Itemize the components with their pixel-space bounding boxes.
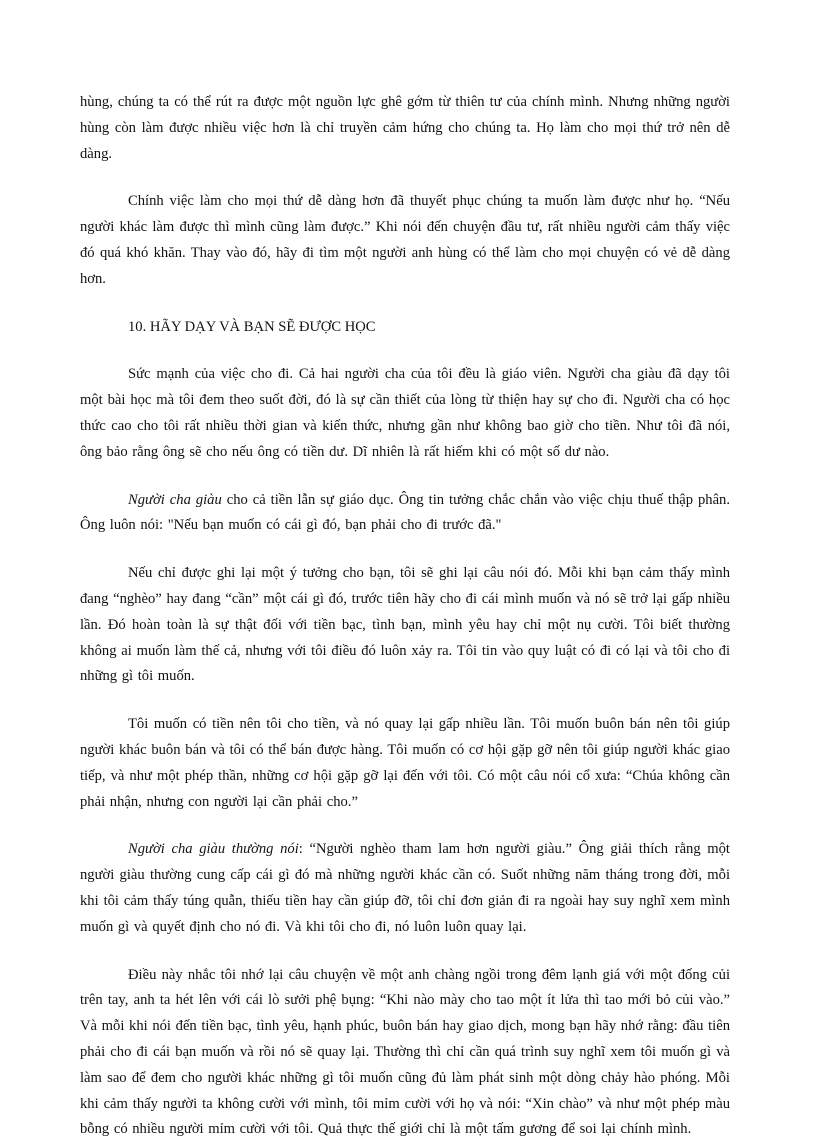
paragraph-4-italic: Người cha giàu [128, 491, 222, 508]
paragraph-5: Nếu chỉ được ghi lại một ý tưởng cho bạn, tôi sẽ ghi lại câu nói đó. Mỗi khi bạn cảm thấy mình đang “nghèo” hay đang “cần” một cái gì đó, trước tiên hãy cho đi cái mình muốn và nó sẽ trở lại gấp nhiều lần. Đó hoàn toàn là sự thật đối với tiền bạc, tình bạn, mình yêu hay chỉ một nụ cười. Tôi biết thường không ai muốn làm thế cả, nhưng với tôi điều đó luôn xảy ra. Tôi tin vào quy luật có đi có lại và tôi cho đi những gì tôi muốn. [80, 565, 730, 685]
paragraph-4-text: cho cả tiền lẫn sự giáo dục. Ông tin tưởng chắc chắn vào việc chịu thuế thập phân. Ông luôn nói: "Nếu bạn muốn có cái gì đó, bạn phải cho đi trước đã." [80, 491, 730, 534]
paragraph-1: hùng, chúng ta có thể rút ra được một nguồn lực ghê gớm từ thiên tư của chính mình. Nhưng những người hùng còn làm được nhiều việc hơn là chỉ truyền cảm hứng cho chúng ta. Họ làm cho mọi thứ trở nên dễ dàng. [80, 94, 730, 162]
paragraph-2: Chính việc làm cho mọi thứ dễ dàng hơn đã thuyết phục chúng ta muốn làm được như họ. “Nếu người khác làm được thì mình cũng làm được.” Khi nói đến chuyện đầu tư, rất nhiều người cảm thấy việc đó quá khó khăn. Thay vào đó, hãy đi tìm một người anh hùng có thể làm cho mọi chuyện có vẻ dễ dàng hơn. [80, 193, 730, 287]
paragraph-3: Sức mạnh của việc cho đi. Cả hai người cha của tôi đều là giáo viên. Người cha giàu đã dạy tôi một bài học mà tôi đem theo suốt đời, đó là sự cần thiết của lòng từ thiện hay sự cho đi. Người cha có học thức cao cho tôi rất nhiều thời gian và kiến thức, nhưng gần như không bao giờ cho tiền. Như tôi đã nói, ông bảo rằng ông sẽ cho nếu ông có tiền dư. Dĩ nhiên là rất hiếm khi có một số dư nào. [80, 366, 730, 460]
paragraph-7-italic: Người cha giàu thường nói [128, 841, 299, 858]
paragraph-8: Điều này nhắc tôi nhớ lại câu chuyện về một anh chàng ngồi trong đêm lạnh giá với một đống củi trên tay, anh ta hét lên với cái lò sưởi phệ bụng: “Khi nào mày cho tao một ít lửa thì tao mới bỏ củi vào.” Và mỗi khi nói đến tiền bạc, tình yêu, hạnh phúc, buôn bán hay giao dịch, mong bạn hãy nhớ rằng: đầu tiên phải cho đi cái bạn muốn và rồi nó sẽ quay lại. Thường thì chỉ cần quá trình suy nghĩ xem tôi muốn gì và làm sao để đem cho người khác những gì tôi muốn cũng đủ làm phát sinh một dòng chảy hào phóng. Mỗi khi cảm thấy người ta không cười với mình, tôi mỉm cười với họ và nói: “Xin chào” và như một phép màu bỗng có nhiều người mỉm cười với tôi. Quả thực thế giới chỉ là một tấm gương để soi lại chính mình. [80, 966, 730, 1138]
section-heading: 10. HÃY DẠY VÀ BẠN SẼ ĐƯỢC HỌC [128, 318, 376, 335]
paragraph-7-text: : “Người nghèo tham lam hơn người giàu.” Ông giải thích rằng một người giàu thường cung cấp cái gì đó mà những người khác cần có. Suốt những năm tháng trong đời, mỗi khi tôi cảm thấy túng quẫn, thiếu tiền hay cần giúp đỡ, tôi chỉ đơn giản đi ra ngoài hay suy nghĩ xem mình muốn gì và quyết định cho nó đi. Và khi tôi cho đi, nó luôn luôn quay lại. [80, 841, 730, 935]
paragraph-4 [80, 488, 730, 540]
paragraph-6: Tôi muốn có tiền nên tôi cho tiền, và nó quay lại gấp nhiều lần. Tôi muốn buôn bán nên tôi giúp người khác buôn bán và tôi có thể bán được hàng. Tôi muốn có cơ hội gặp gỡ nên tôi giúp người khác giao tiếp, và như một phép thần, những cơ hội gặp gỡ lại đến với tôi. Có một câu nói cổ xưa: “Chúa không cần phải nhận, nhưng con người lại cần phải cho.” [80, 716, 730, 810]
paragraph-7 [80, 837, 730, 940]
